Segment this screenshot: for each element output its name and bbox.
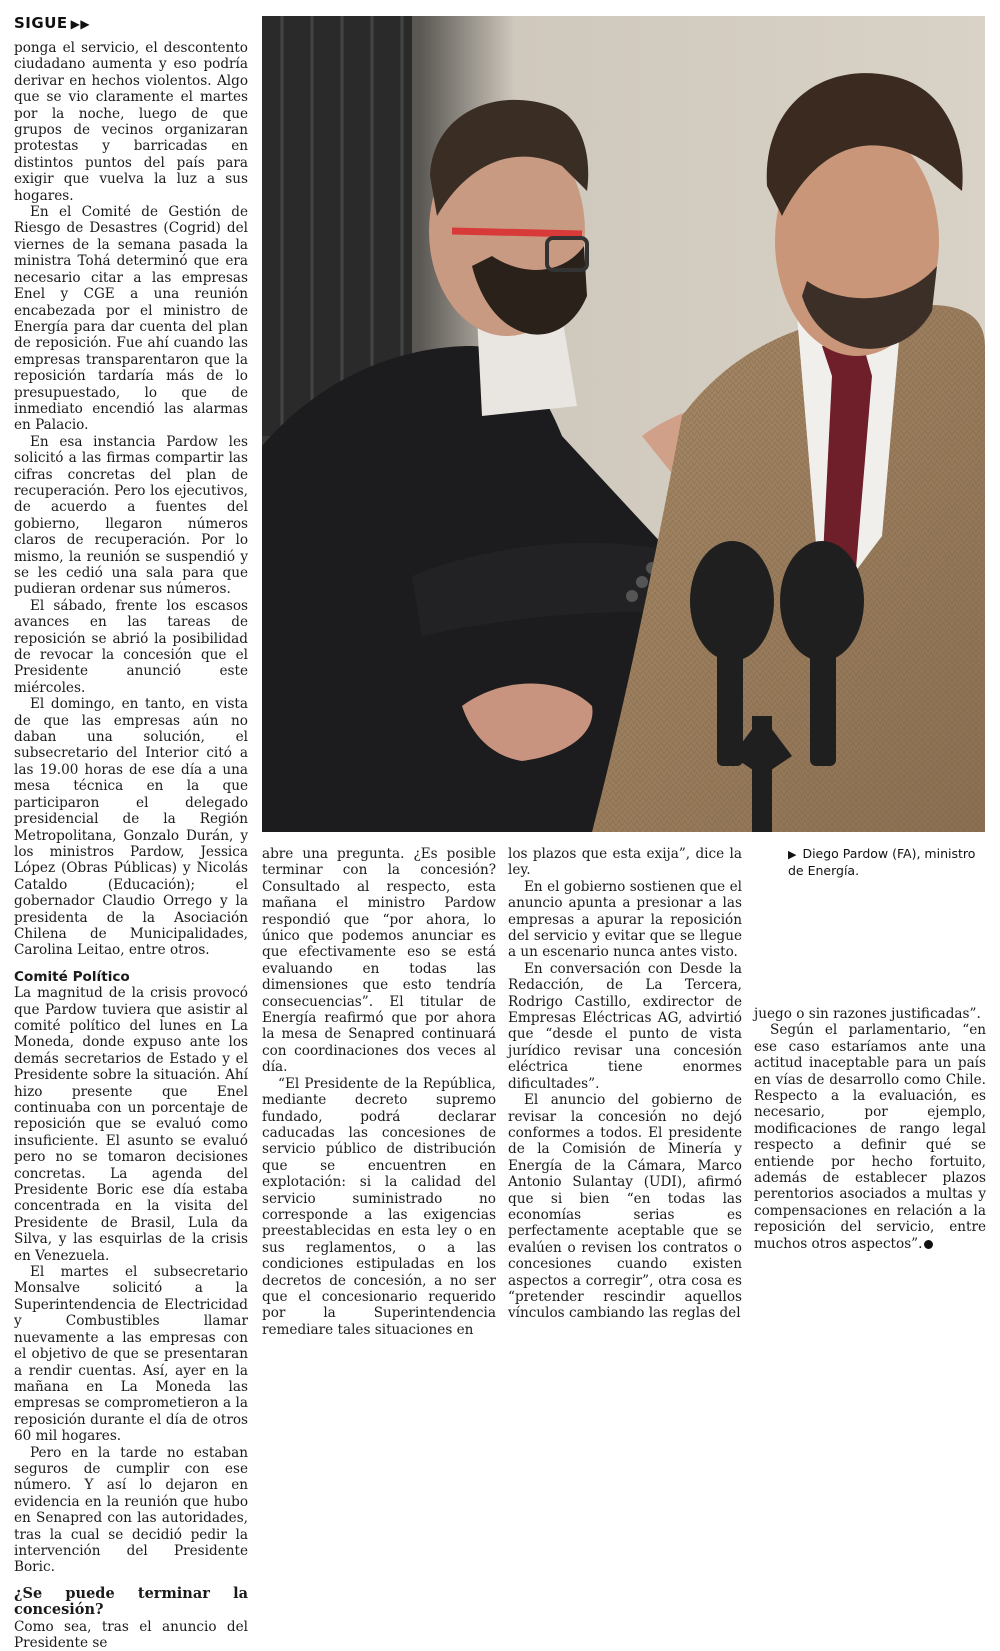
caption-arrow-icon: ▶ — [788, 848, 797, 861]
subheading-concesion: ¿Se puede terminar la concesión? — [14, 1584, 248, 1619]
paragraph: El martes el subsecretario Monsalve solicitó a la Superintendencia de Electricidad y Combustibles llamar nuevamente a las empresas con el objetivo de que se presentaran a rendir cuentas. Así, ayer en la mañana en La Moneda las empresas se comprometieron a la reposición durante el día de otros 60 mil hogares. — [14, 1264, 248, 1445]
closing-paragraph-text: Según el parlamentario, “en ese caso estaríamos ante una actitud inaceptable para un país en vías de desarrollo como Chile. Respecto a la evaluación, es necesario, por ejemplo, modificaciones de rango legal respecto a definir qué se entiende por hecho fortuito, además de establecer plazos perentorios asociados a multas y compensaciones en relación a la reposición del servicio, entre muchos otros aspectos”. — [754, 1022, 986, 1252]
paragraph: La magnitud de la crisis provocó que Pardow tuviera que asistir al comité político del lunes en La Moneda, donde expuso ante los demás secretarios de Estado y el Presidente sobre la situación. Ahí hizo presente que Enel continuaba con un porcentaje de reposición que se evaluó como insuficiente. El asunto se evaluó pero no se tomaron decisiones concretas. La agenda del Presidente Boric ese día estaba concentrada en la visita del Presidente de Brasil, Lula da Silva, y las esquirlas de la crisis en Venezuela. — [14, 985, 248, 1264]
paragraph: El sábado, frente los escasos avances en las tareas de reposición se abrió la posibilidad de revocar la concesión que el Presidente anunció este miércoles. — [14, 597, 248, 696]
paragraph: En conversación con Desde la Redacción, de La Tercera, Rodrigo Castillo, exdirector de Empresas Eléctricas AG, advirtió que “desde el punto de vista jurídico revisar una concesión eléctrica tiene enormes dificultades”. — [508, 960, 742, 1092]
paragraph: El domingo, en tanto, en vista de que las empresas aún no daban una solución, el subsecretario del Interior citó a las 19.00 horas de ese día a una mesa técnica en la que participaron el delegado presidencial de la Región Metropolitana, Gonzalo Durán, y los ministros Pardow, Jessica López (Obras Públicas) y Nicolás Cataldo (Educación); el gobernador Claudio Orrego y la presidenta de la Asociación Chilena de Municipalidades, Carolina Leitao, entre otros. — [14, 696, 248, 959]
caption-text: Diego Pardow (FA), ministro de Energía. — [788, 846, 976, 878]
paragraph: abre una pregunta. ¿Es posible terminar con la concesión? Consultado al respecto, esta mañana el ministro Pardow respondió que “por ahora, lo único que podemos anunciar es que efectivamente eso se está evaluando en todas las dimensiones que esto tendría consecuencias”. El titular de Energía reafirmó que por ahora la mesa de Senapred continuará con coordinaciones dos veces al día. — [262, 846, 496, 1076]
article-column-2 — [262, 846, 496, 1338]
article-column-4 — [754, 1006, 986, 1252]
double-arrow-icon: ▶▶ — [70, 17, 91, 31]
paragraph: En el gobierno sostienen que el anuncio apunta a presionar a las empresas a apurar la reposición del servicio y evitar que se llegue a un escenario nunca antes visto. — [508, 878, 742, 961]
paragraph: “El Presidente de la República, mediante decreto supremo fundado, podrá declarar caducadas las concesiones de servicio público de distribución que se encuentren en explotación: si la calidad del servicio suministrado no corresponde a las exigencias preestablecidas en esta ley o en sus reglamentos, o a las condiciones estipuladas en los decretos de concesión, a no ser que el concesionario requerido por la Superintendencia remediare tales situaciones en — [262, 1075, 496, 1338]
article-column-3 — [508, 846, 742, 1322]
news-photo — [262, 16, 985, 832]
subheading-comite-politico: Comité Político — [14, 968, 130, 985]
photo-illustration — [262, 16, 985, 832]
paragraph: los plazos que esta exija”, dice la ley. — [508, 846, 742, 879]
end-of-article-icon — [924, 1240, 933, 1249]
paragraph: El anuncio del gobierno de revisar la concesión no dejó conformes a todos. El presidente de la Comisión de Minería y Energía de la Cámara, Marco Antonio Sulantay (UDI), afirmó que si bien “en todas las economías serias es perfectamente aceptable que se evalúen o revisen los contratos o concesiones cuando existen aspectos a corregir”, otra cosa es “pretender rescindir aquellos vínculos cambiando las reglas del — [508, 1092, 742, 1322]
photo-caption — [788, 846, 988, 879]
article-column-1 — [14, 40, 248, 1651]
paragraph: juego o sin razones justificadas”. — [754, 1006, 981, 1022]
paragraph: Pero en la tarde no estaban seguros de cumplir con ese número. Y así lo dejaron en evidencia en la reunión que hubo en Senapred con las autoridades, tras la cual se decidió pedir la intervención del Presidente Boric. — [14, 1444, 248, 1576]
section-kicker — [14, 14, 90, 32]
paragraph: ponga el servicio, el descontento ciudadano aumenta y eso podría derivar en hechos violentos. Algo que se vio claramente el martes por la noche, luego de que grupos de vecinos organizaran protestas y barricadas en distintos puntos del país para exigir que vuelva la luz a sus hogares. — [14, 40, 248, 204]
paragraph — [754, 1022, 986, 1252]
paragraph: Como sea, tras el anuncio del Presidente se — [14, 1618, 248, 1651]
paragraph: En el Comité de Gestión de Riesgo de Desastres (Cogrid) del viernes de la semana pasada la ministra Tohá determinó que era necesario citar a las empresas Enel y CGE a una reunión encabezada por el ministro de Energía para dar cuenta del plan de reposición. Fue ahí cuando las empresas transparentaron que la reposición tardaría más de lo presupuestado, lo que de inmediato encendió las alarmas en Palacio. — [14, 204, 248, 434]
paragraph: En esa instancia Pardow les solicitó a las firmas compartir las cifras concretas del plan de recuperación. Pero los ejecutivos, de acuerdo a fuentes del gobierno, llegaron números claros de recuperación. Por lo mismo, la reunión se suspendió y se les cedió una sala para que pudieran ordenar sus números. — [14, 433, 248, 598]
kicker-label: SIGUE — [14, 14, 68, 32]
